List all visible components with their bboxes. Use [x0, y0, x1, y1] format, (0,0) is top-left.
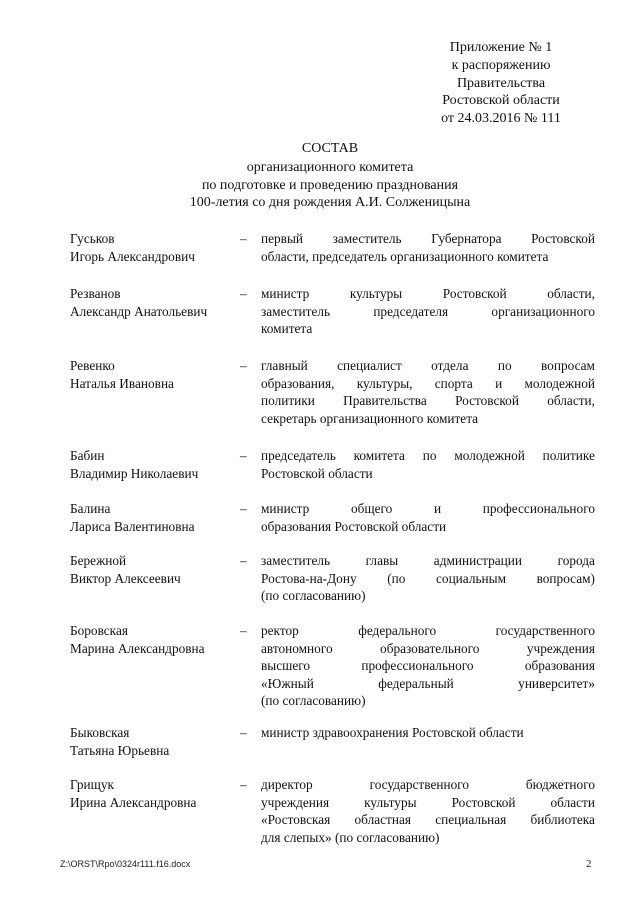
member-name	[70, 724, 240, 759]
footer-file-path: Z:\ORST\Rpo\0324r111.f16.docx	[60, 859, 191, 869]
member-surname: Боровская	[70, 623, 128, 638]
member-role-line: учреждения культуры Ростовской области	[261, 794, 595, 810]
member-role	[261, 357, 595, 427]
member-role-line: «Ростовская областная специальная библиотека	[261, 812, 595, 827]
member-role-line: министр культуры Ростовской области,	[261, 286, 595, 301]
member-given-names: Наталья Ивановна	[70, 375, 174, 391]
member-role-line: первый заместитель Губернатора Ростовской	[261, 231, 595, 246]
member-dash: –	[240, 231, 247, 246]
member-surname: Ревенко	[70, 358, 115, 373]
member-name	[70, 552, 240, 587]
member-role-line: политики Правительства Ростовской области,	[261, 393, 595, 408]
member-role-line: председатель комитета по молодежной политике	[261, 448, 595, 463]
member-role	[261, 285, 595, 338]
member-surname: Быковская	[70, 725, 130, 740]
appendix-line: от 24.03.2016 № 111	[441, 111, 561, 127]
member-dash: –	[240, 448, 247, 463]
member-role-line: директор государственного бюджетного	[261, 777, 595, 792]
member-role-line: министр общего и профессионального	[261, 501, 595, 516]
member-surname: Резванов	[70, 286, 121, 301]
appendix-line: Приложение № 1	[449, 40, 553, 55]
member-dash: –	[240, 286, 247, 301]
appendix-line: Правительства	[456, 75, 546, 91]
member-role-line: для слепых» (по согласованию)	[261, 829, 440, 845]
member-role-line: образования Ростовской области	[261, 518, 447, 534]
member-dash: –	[240, 501, 247, 516]
member-role	[261, 622, 595, 710]
member-role	[261, 776, 595, 846]
appendix-header	[412, 39, 590, 128]
member-name	[70, 230, 240, 265]
member-role-line: секретарь организационного комитета	[261, 410, 479, 426]
member-role-line: образования, культуры, спорта и молодежной	[261, 375, 595, 391]
member-given-names: Александр Анатольевич	[70, 303, 208, 319]
member-name	[70, 357, 240, 392]
member-role-line: области, председатель организационного комитета	[261, 248, 549, 264]
appendix-line: к распоряжению	[451, 57, 551, 73]
member-dash: –	[240, 623, 247, 638]
title-heading: СОСТАВ	[301, 141, 359, 156]
title-line: 100-летия со дня рождения А.И. Солженицына	[189, 195, 471, 211]
document-title	[60, 140, 600, 212]
member-name	[70, 622, 240, 657]
title-line: организационного комитета	[246, 159, 414, 175]
member-surname: Гуськов	[70, 231, 115, 246]
member-surname: Грищук	[70, 777, 114, 792]
title-line: по подготовке и проведению празднования	[201, 177, 459, 193]
member-surname: Бережной	[70, 553, 127, 568]
appendix-line: Ростовской области	[442, 93, 560, 109]
member-role	[261, 230, 595, 265]
member-given-names: Виктор Алексеевич	[70, 570, 181, 586]
member-role-line: Ростова-на-Дону (по социальным вопросам)	[261, 570, 595, 586]
member-given-names: Игорь Александрович	[70, 248, 195, 264]
member-role	[261, 552, 595, 605]
member-role	[261, 447, 595, 482]
member-role-line: комитета	[261, 321, 313, 336]
member-dash: –	[240, 725, 247, 740]
member-role-line: заместитель главы администрации города	[261, 553, 595, 568]
member-given-names: Лариса Валентиновна	[70, 518, 195, 534]
member-role	[261, 500, 595, 535]
member-name	[70, 500, 240, 535]
page-number: 2	[586, 858, 592, 870]
member-role	[261, 724, 595, 742]
member-role-line: заместитель председателя организационного	[261, 303, 595, 319]
member-name	[70, 285, 240, 320]
member-surname: Балина	[70, 501, 111, 516]
member-role-line: ректор федерального государственного	[261, 623, 595, 638]
member-dash: –	[240, 553, 247, 568]
member-name	[70, 447, 240, 482]
member-dash: –	[240, 777, 247, 792]
member-role-line: (по согласованию)	[261, 693, 366, 708]
member-given-names: Владимир Николаевич	[70, 465, 199, 481]
member-role-line: министр здравоохранения Ростовской области	[261, 725, 524, 740]
member-dash: –	[240, 358, 247, 373]
member-role-line: автономного образовательного учреждения	[261, 640, 595, 656]
member-role-line: высшего профессионального образования	[261, 658, 595, 673]
member-surname: Бабин	[70, 448, 105, 463]
member-role-line: «Южный федеральный университет»	[261, 675, 595, 691]
member-role-line: Ростовской области	[261, 465, 373, 481]
member-given-names: Татьяна Юрьевна	[70, 742, 170, 758]
member-given-names: Марина Александровна	[70, 640, 205, 656]
member-given-names: Ирина Александровна	[70, 794, 197, 810]
member-role-line: главный специалист отдела по вопросам	[261, 358, 595, 373]
member-role-line: (по согласованию)	[261, 588, 366, 603]
member-name	[70, 776, 240, 811]
